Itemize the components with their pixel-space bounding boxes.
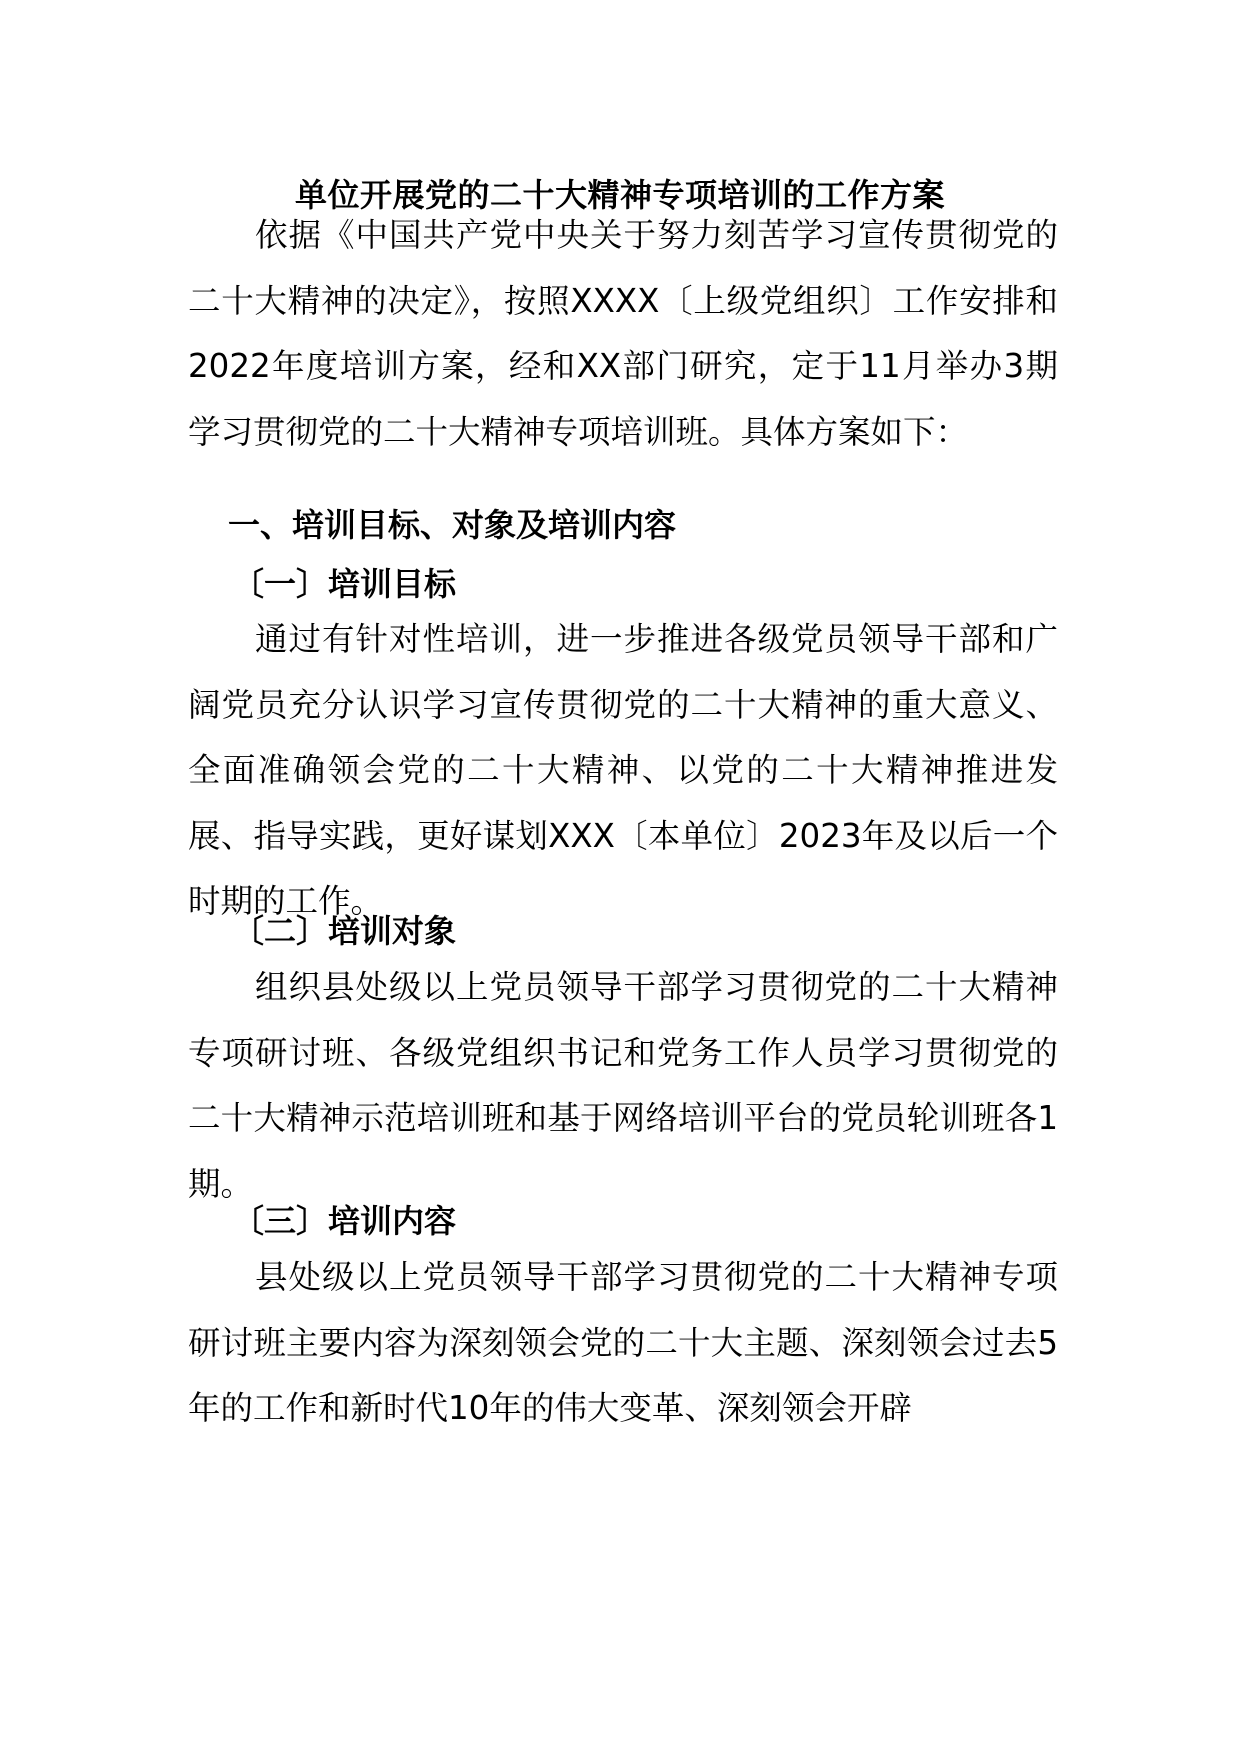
subsection-3-paragraph: 县处级以上党员领导干部学习贯彻党的二十大精神专项研讨班主要内容为深刻领会党的二十大主题、深刻领会过去5年的工作和新时代10年的伟大变革、深刻领会开辟 (188, 1258, 1058, 1428)
subsection-2-heading: 〔二〕培训对象 (232, 912, 457, 950)
document-title: 单位开展党的二十大精神专项培训的工作方案 (294, 176, 945, 214)
intro-paragraph: 依据《中国共产党中央关于努力刻苦学习宣传贯彻党的二十大精神的决定》，按照XXXX〔上级党组织〕工作安排和2022年度培训方案，经和XX部门研究，定于11月举办3期学习贯彻党的二十大精神专项培训班。具体方案如下： (188, 216, 1058, 451)
section-1-heading: 一、培训目标、对象及培训内容 (228, 506, 677, 544)
subsection-2-paragraph: 组织县处级以上党员领导干部学习贯彻党的二十大精神专项研讨班、各级党组织书记和党务工作人员学习贯彻党的二十大精神示范培训班和基于网络培训平台的党员轮训班各1期。 (188, 968, 1058, 1203)
subsection-3-heading: 〔三〕培训内容 (232, 1202, 457, 1240)
subsection-1-paragraph: 通过有针对性培训，进一步推进各级党员领导干部和广阔党员充分认识学习宣传贯彻党的二十大精神的重大意义、全面准确领会党的二十大精神、以党的二十大精神推进发展、指导实践，更好谋划XXX〔本单位〕2023年及以后一个时期的工作。 (188, 620, 1058, 921)
subsection-1-heading: 〔一〕培训目标 (232, 565, 457, 603)
